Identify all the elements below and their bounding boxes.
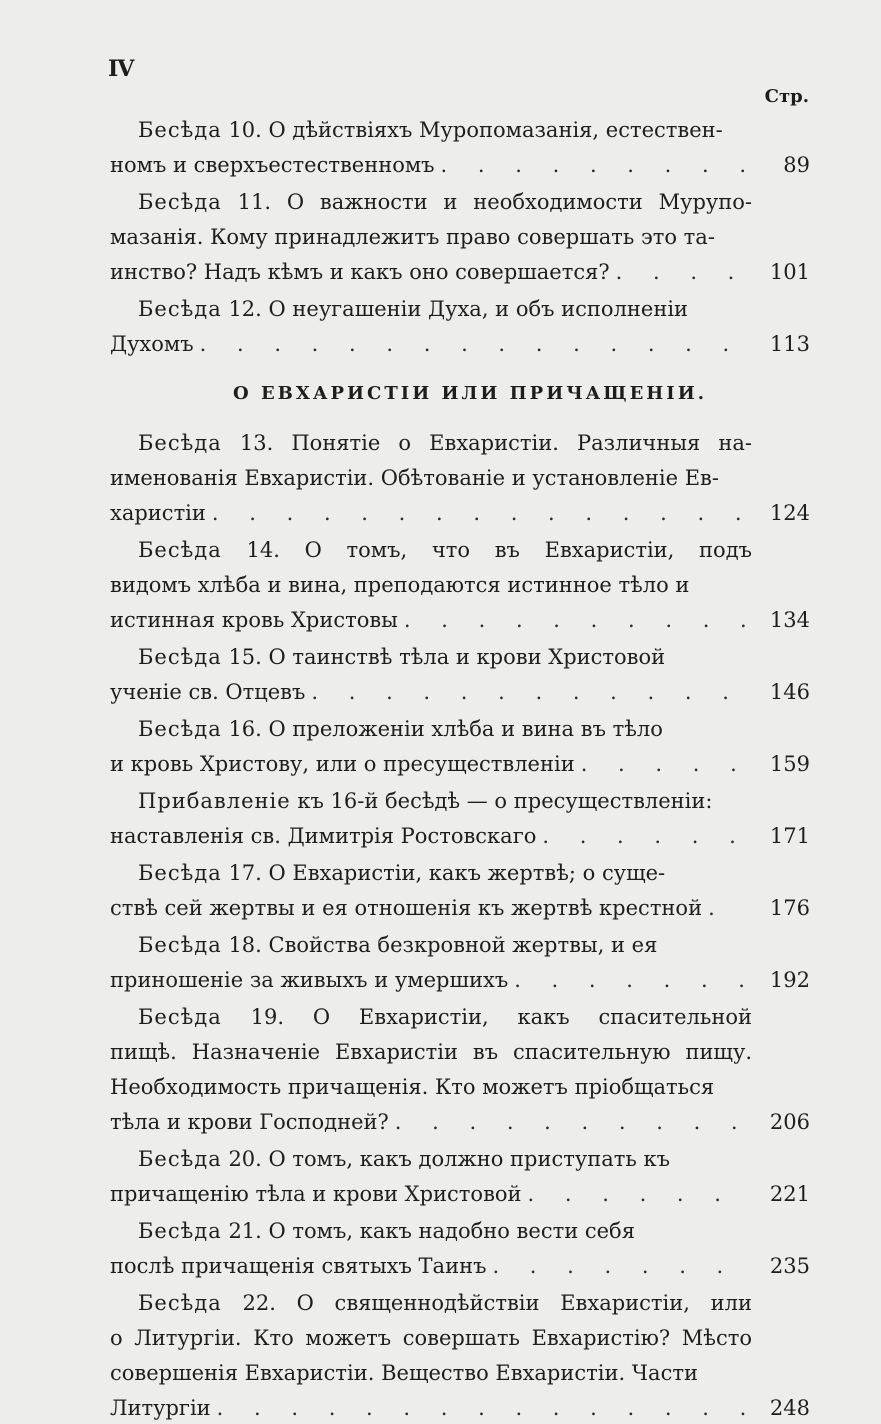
toc-entry-last-text: и кровь Христову, или о пресуществленіи [110,752,575,776]
toc-entry-last-text: инство? Надъ кѣмъ и какъ оно совершается? [110,260,610,284]
toc-entry-line-text: именованія Евхаристіи. Обѣтованіе и установленіе Ев- [110,466,719,490]
toc-entry [110,426,810,531]
toc-entry-line-text: Необходимость причащенія. Кто можетъ пріобщаться [110,1075,715,1099]
toc-entry-last-text: номъ и сверхъестественномъ [110,153,435,177]
toc-entry-page-number: 101 [769,260,810,284]
toc-entry-last-line [110,747,752,782]
toc-entry-line [110,533,752,568]
toc-entry-text [110,1000,752,1140]
toc-entry-last-line [110,1177,752,1212]
toc-entry-text [110,1142,752,1212]
toc-entry [110,856,810,926]
toc-group-before [110,113,810,362]
toc-entry [110,1214,810,1284]
toc-entry-line-text: 13. Понятіе о Евхаристіи. Различныя на- [239,431,752,455]
toc-entry-line [110,1035,752,1070]
dot-leader [616,255,746,290]
toc-entry-page-number: 176 [769,896,810,920]
toc-entry-text [110,533,752,638]
toc-entry [110,292,810,362]
section-heading: О ЕВХАРИСТІИ ИЛИ ПРИЧАЩЕНІИ. [233,383,707,404]
toc-entry-line [110,1286,752,1321]
toc-entry-label: Бесѣда [138,933,222,957]
toc-entry-text [110,712,752,782]
toc-entry-line [110,220,752,255]
dot-leader [441,148,746,183]
toc-entry-line [110,640,752,675]
toc-entry-label: Бесѣда [138,431,222,455]
toc-entry-line-text: 14. О томъ, что въ Евхаристіи, подъ [246,538,752,562]
toc-entry-line [110,113,752,148]
toc-entry-label: Бесѣда [138,1147,222,1171]
toc-entry-line-text: мазанія. Кому принадлежитъ право совершать это та- [110,225,715,249]
toc-entry-text [110,185,752,290]
toc-entry-last-text: приношеніе за живыхъ и умершихъ [110,968,509,992]
toc-entry [110,712,810,782]
toc-entry-page-number: 235 [769,1254,810,1278]
dot-leader [395,1105,746,1140]
toc-entry-line-text: 17. О Евхаристіи, какъ жертвѣ; о суще- [228,861,666,885]
toc-entry-last-line [110,963,752,998]
toc-entry-line [110,856,752,891]
toc-entry-last-text: послѣ причащенія святыхъ Таинъ [110,1254,487,1278]
toc-entry-page-number: 134 [769,608,810,632]
dot-leader [492,1249,746,1284]
toc-group-after [110,426,810,1424]
toc-entry-page-number: 159 [769,752,810,776]
toc-entry-last-text: причащенію тѣла и крови Христовой [110,1182,522,1206]
toc-entry-label: Бесѣда [138,717,222,741]
toc-entry-line-text: 16. О преложеніи хлѣба и вина въ тѣло [228,717,663,741]
toc-entry-text [110,292,752,362]
toc-entry [110,1286,810,1424]
toc-entry-text [110,928,752,998]
toc-entry-line [110,1000,752,1035]
toc-entry-last-text: ученіе св. Отцевъ [110,680,306,704]
toc-entry-line [110,1356,752,1391]
toc-entry-last-text: истинная кровь Христовы [110,608,398,632]
toc-entry-page-number: 124 [769,501,810,525]
toc-entry-last-line [110,1249,752,1284]
toc-entry-line [110,461,752,496]
dot-leader [404,603,746,638]
toc-entry-line [110,1321,752,1356]
toc-entry-line-text: о Литургіи. Кто можетъ совершать Евхаристію? Мѣсто [110,1326,752,1350]
toc-entry-label: Бесѣда [138,861,222,885]
toc-entry-last-line [110,675,752,710]
toc-entry-line-text: 22. О священнодѣйствіи Евхаристіи, или [242,1291,752,1315]
toc-entry-last-line [110,148,752,183]
toc-entry-last-text: Литургіи [110,1396,211,1420]
toc-entry-text [110,113,752,183]
toc-entry-text [110,784,752,854]
toc-entry [110,928,810,998]
toc-entry-last-text: тѣла и крови Господней? [110,1110,389,1134]
toc-entry-page-number: 248 [769,1396,810,1420]
toc-entry-last-text: Духомъ [110,332,194,356]
page-number: IV [108,56,134,82]
toc-entry-line [110,1070,752,1105]
toc-entry-label: Бесѣда [138,118,222,142]
toc-entry-last-line [110,891,752,926]
dot-leader [528,1177,746,1212]
toc-entry-line [110,568,752,603]
toc-entry [110,1142,810,1212]
toc-entry-page-number: 146 [769,680,810,704]
dot-leader [514,963,746,998]
toc-entry-line [110,784,752,819]
toc-entry-last-text: ствѣ сей жертвы и ея отношенія къ жертвѣ крестной [110,896,703,920]
toc-entry-label: Прибавленіе [138,789,291,813]
toc-entry-text [110,856,752,926]
toc-entry-text [110,640,752,710]
toc-entry-label: Бесѣда [138,1005,222,1029]
toc-entry-last-line [110,819,752,854]
toc-entry-line [110,426,752,461]
toc-entry-last-text: харистіи [110,501,206,525]
toc-entry-page-number: 113 [769,332,810,356]
toc-entry-line-text: къ 16-й бесѣдѣ — о пресуществленіи: [297,789,713,813]
toc-entry-line-text: 21. О томъ, какъ надобно вести себя [228,1219,635,1243]
toc-entry-line [110,1142,752,1177]
toc-entry-page-number: 89 [783,153,810,177]
toc-entry-last-line [110,327,752,362]
toc-entry-last-line [110,1391,752,1424]
dot-leader [542,819,746,854]
toc-entry-label: Бесѣда [138,538,222,562]
dot-leader [708,891,746,926]
toc-entry-line [110,292,752,327]
toc-entry-page-number: 171 [769,824,810,848]
toc-entry-text [110,1286,752,1424]
toc-entry-page-number: 221 [769,1182,810,1206]
toc-entry [110,113,810,183]
toc-entry [110,1000,810,1140]
toc-entry-text [110,426,752,531]
toc-entry-line-text: 10. О дѣйствіяхъ Муропомазанія, естествен- [228,118,723,142]
toc-entry-page-number: 206 [769,1110,810,1134]
toc-entry-line-text: пищѣ. Назначеніе Евхаристіи въ спасительную пищу. [110,1040,752,1064]
toc-entry-line-text: видомъ хлѣба и вина, преподаются истинное тѣло и [110,573,690,597]
toc-entry-page-number: 192 [769,968,810,992]
toc-entry-last-line [110,255,752,290]
toc-entry-line-text: 15. О таинствѣ тѣла и крови Христовой [228,645,666,669]
toc-entry-line [110,185,752,220]
toc-entry-last-line [110,1105,752,1140]
table-of-contents [110,113,810,1424]
toc-entry-line-text: совершенія Евхаристіи. Вещество Евхаристіи. Части [110,1361,698,1385]
toc-entry [110,640,810,710]
toc-entry-line [110,1214,752,1249]
dot-leader [217,1391,746,1424]
dot-leader [200,327,746,362]
toc-entry-label: Бесѣда [138,645,222,669]
toc-entry-label: Бесѣда [138,1291,222,1315]
dot-leader [581,747,746,782]
toc-entry-last-line [110,603,752,638]
toc-entry-label: Бесѣда [138,297,222,321]
toc-entry-line-text: 20. О томъ, какъ должно приступать къ [228,1147,670,1171]
toc-entry-line-text: 18. Свойства безкровной жертвы, и ея [228,933,658,957]
toc-entry-line-text: 12. О неугашеніи Духа, и объ исполненіи [228,297,689,321]
toc-entry-line-text: 19. О Евхаристіи, какъ спасительной [250,1005,752,1029]
toc-entry-last-line [110,496,752,531]
dot-leader [212,496,746,531]
toc-entry-line [110,928,752,963]
toc-entry [110,533,810,638]
toc-entry-label: Бесѣда [138,1219,222,1243]
toc-entry-line [110,712,752,747]
toc-entry-line-text: 11. О важности и необходимости Мурупо- [237,190,752,214]
toc-entry-last-text: наставленія св. Димитрія Ростовскаго [110,824,537,848]
toc-entry [110,185,810,290]
page-column-header: Стр. [764,86,809,107]
toc-entry [110,784,810,854]
dot-leader [311,675,746,710]
toc-entry-text [110,1214,752,1284]
toc-entry-label: Бесѣда [138,190,222,214]
